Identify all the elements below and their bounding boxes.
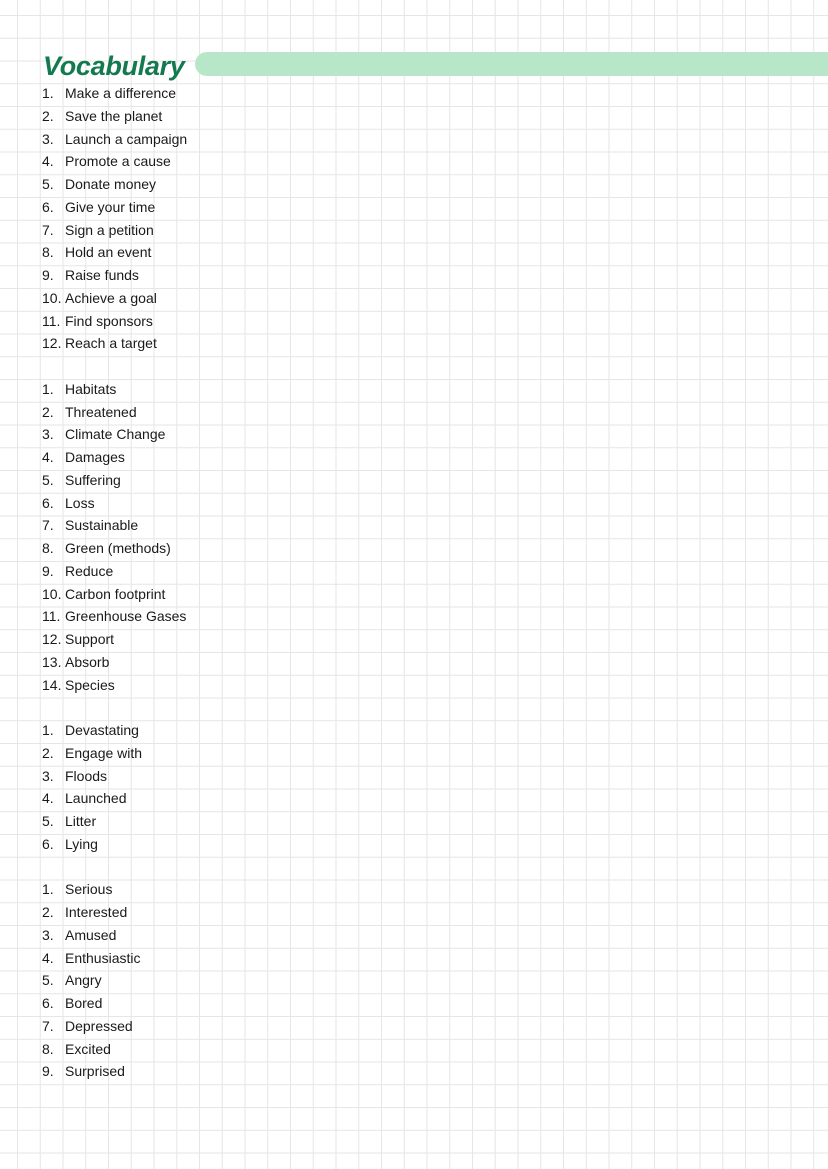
list-item (42, 1060, 442, 1083)
item-number: 2. (42, 403, 54, 420)
item-term: Bored (65, 995, 103, 1011)
item-number: 11. (42, 312, 61, 329)
list-item (42, 423, 442, 446)
list-item (42, 833, 442, 856)
list-item (42, 719, 442, 742)
list-item (42, 401, 442, 424)
item-number: 14. (42, 676, 62, 693)
item-number: 10. (42, 585, 62, 602)
item-term: Threatened (65, 403, 137, 420)
item-number: 4. (42, 153, 54, 170)
list-item (42, 332, 442, 355)
item-number: 4. (42, 949, 54, 966)
item-number: 2. (42, 107, 54, 124)
list-item (42, 742, 442, 765)
item-term: Angry (65, 972, 102, 989)
list-item (42, 992, 442, 1015)
item-term: Sustainable (65, 517, 139, 534)
list-item (42, 878, 442, 901)
item-term: Green (methods) (65, 540, 171, 556)
item-number: 5. (42, 972, 54, 989)
item-term: Reduce (65, 562, 114, 579)
item-number: 1. (42, 881, 54, 898)
list-item (42, 605, 442, 628)
item-term: Greenhouse Gases (65, 608, 187, 625)
item-term: Litter (65, 813, 97, 829)
item-term: Surprised (65, 1063, 125, 1080)
list-item (42, 105, 442, 128)
item-term: Depressed (65, 1017, 133, 1034)
item-term: Devastating (65, 722, 139, 738)
item-term: Reach a target (65, 335, 157, 352)
item-number: 7. (42, 221, 54, 238)
item-number: 1. (42, 380, 54, 397)
item-term: Carbon footprint (65, 585, 166, 602)
item-number: 5. (42, 471, 54, 488)
item-term: Support (65, 631, 115, 647)
item-term: Species (65, 676, 115, 693)
list-item (42, 810, 442, 833)
list-item (42, 310, 442, 333)
list-item (42, 446, 442, 469)
item-number: 7. (42, 517, 54, 534)
item-term: Promote a cause (65, 153, 171, 170)
vocab-list-1 (42, 82, 442, 355)
list-item (42, 150, 442, 173)
list-item (42, 651, 442, 674)
item-term: Engage with (65, 744, 143, 761)
item-number: 12. (42, 631, 62, 647)
item-number: 6. (42, 995, 54, 1011)
vocabulary-lists (42, 82, 442, 1106)
item-number: 1. (42, 722, 54, 738)
item-number: 3. (42, 426, 54, 443)
item-term: Hold an event (65, 244, 152, 261)
item-number: 8. (42, 540, 54, 556)
list-item (42, 787, 442, 810)
list-item (42, 219, 442, 242)
item-term: Loss (65, 494, 95, 511)
list-item (42, 469, 442, 492)
list-item (42, 765, 442, 788)
title-highlight-bar (195, 52, 828, 76)
item-number: 4. (42, 790, 54, 807)
list-item (42, 128, 442, 151)
item-term: Habitats (65, 380, 117, 397)
list-item (42, 628, 442, 651)
item-number: 8. (42, 1040, 54, 1057)
item-term: Launched (65, 790, 127, 807)
list-item (42, 674, 442, 697)
item-term: Amused (65, 926, 117, 943)
item-number: 5. (42, 176, 54, 192)
item-term: Launch a campaign (65, 130, 188, 147)
item-number: 11. (42, 608, 61, 625)
item-number: 10. (42, 289, 62, 306)
item-term: Excited (65, 1040, 111, 1057)
item-number: 9. (42, 1063, 54, 1080)
item-number: 8. (42, 244, 54, 261)
item-number: 3. (42, 767, 54, 784)
list-item (42, 378, 442, 401)
item-number: 3. (42, 926, 54, 943)
item-term: Raise funds (65, 267, 139, 283)
item-term: Absorb (65, 653, 110, 670)
item-term: Interested (65, 904, 128, 920)
item-term: Save the planet (65, 107, 163, 124)
list-item (42, 537, 442, 560)
item-term: Donate money (65, 176, 157, 192)
list-item (42, 583, 442, 606)
list-item (42, 196, 442, 219)
item-term: Make a difference (65, 85, 177, 101)
item-term: Find sponsors (65, 312, 153, 329)
vocab-list-3 (42, 719, 442, 856)
item-number: 3. (42, 130, 54, 147)
list-item (42, 287, 442, 310)
item-term: Floods (65, 767, 108, 784)
item-term: Enthusiastic (65, 949, 141, 966)
list-item (42, 514, 442, 537)
item-number: 6. (42, 835, 54, 852)
item-number: 4. (42, 449, 54, 465)
list-item (42, 1015, 442, 1038)
item-term: Sign a petition (65, 221, 154, 238)
item-number: 9. (42, 267, 54, 283)
item-term: Achieve a goal (65, 289, 157, 306)
item-number: 7. (42, 1017, 54, 1034)
page-title: Vocabulary (43, 51, 185, 81)
item-number: 6. (42, 494, 54, 511)
list-item (42, 947, 442, 970)
vocab-list-4 (42, 878, 442, 1083)
item-term: Serious (65, 881, 113, 898)
list-item (42, 924, 442, 947)
list-item (42, 264, 442, 287)
list-item (42, 1038, 442, 1061)
item-term: Lying (65, 835, 98, 852)
item-term: Damages (65, 449, 125, 465)
item-number: 13. (42, 653, 62, 670)
item-number: 1. (42, 85, 54, 101)
item-number: 9. (42, 562, 54, 579)
item-term: Climate Change (65, 426, 166, 443)
item-number: 2. (42, 744, 54, 761)
list-item (42, 560, 442, 583)
list-item (42, 969, 442, 992)
item-number: 12. (42, 335, 62, 352)
item-number: 2. (42, 904, 54, 920)
list-item (42, 173, 442, 196)
list-item (42, 82, 442, 105)
item-number: 6. (42, 198, 54, 215)
item-term: Give your time (65, 198, 156, 215)
item-term: Suffering (65, 471, 121, 488)
list-item (42, 241, 442, 264)
item-number: 5. (42, 813, 54, 829)
list-item (42, 492, 442, 515)
list-item (42, 901, 442, 924)
vocab-list-2 (42, 378, 442, 697)
